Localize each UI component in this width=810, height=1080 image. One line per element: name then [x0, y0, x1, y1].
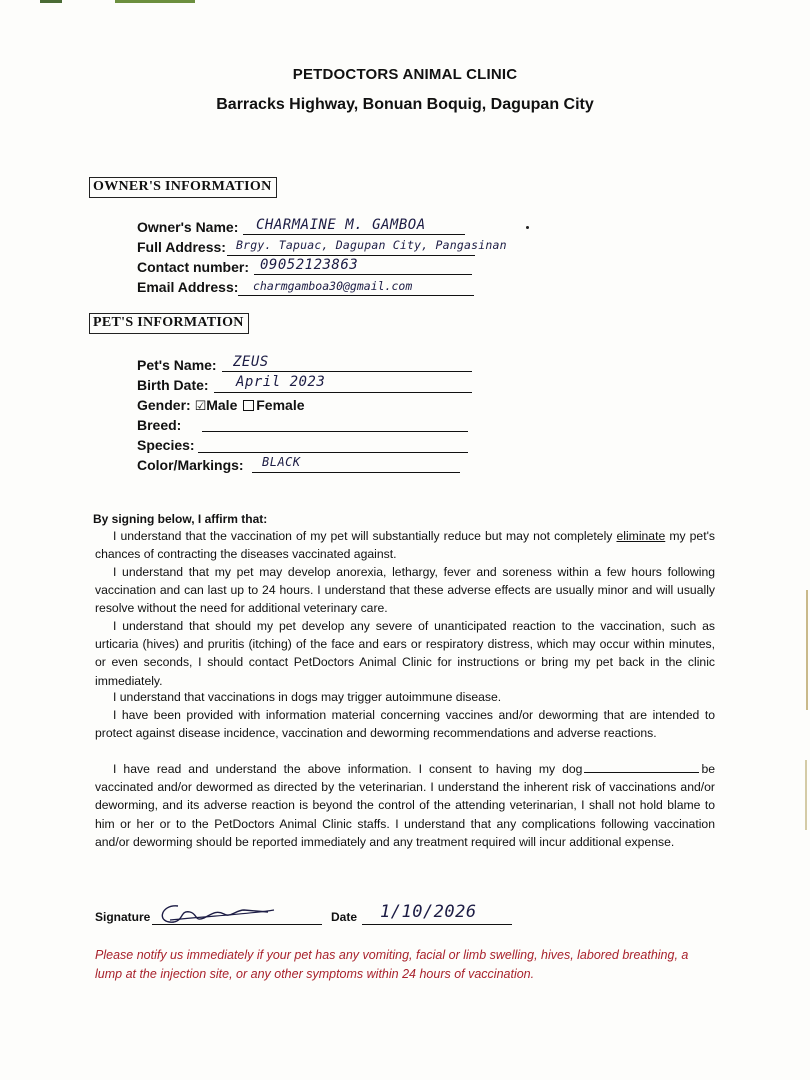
owner-name-line	[243, 234, 465, 235]
pet-name-value[interactable]: ZEUS	[233, 354, 269, 370]
gender-male-label: Male	[206, 397, 238, 413]
pet-name-label: Pet's Name:	[137, 357, 217, 373]
affirmation-paragraph-5: I have been provided with information material concerning vaccines and/or deworming that are intended to protect against disease incidence, vaccination and deworming recommendations and adverse reactions.	[95, 708, 715, 741]
post-vaccination-notice: Please notify us immediately if your pet has any vomiting, facial or limb swelling, hives, labored breathing, a lump at the injection site, or any other symptoms within 24 hours of vaccination.	[95, 948, 689, 981]
affirmation-title: By signing below, I affirm that:	[93, 512, 268, 526]
email-label: Email Address:	[137, 279, 239, 295]
male-checkbox-checked-icon[interactable]: ☑	[194, 398, 207, 413]
contact-value[interactable]: 09052123863	[260, 257, 359, 273]
date-value[interactable]: 1/10/2026	[380, 902, 477, 922]
birth-date-line	[214, 392, 472, 393]
owner-name-value[interactable]: CHARMAINE M. GAMBOA	[256, 217, 426, 233]
contact-line	[254, 274, 472, 275]
address-line	[227, 255, 475, 256]
species-line[interactable]	[198, 452, 468, 453]
affirmation-paragraph-2: I understand that my pet may develop anorexia, lethargy, fever and soreness within a few hours following vaccination and can last up to 24 hours. I understand that these adverse effects are usually minor and will usually resolve without the need for additional veterinary care.	[95, 565, 715, 616]
email-line	[238, 295, 474, 296]
color-markings-value[interactable]: BLACK	[262, 455, 301, 469]
breed-line[interactable]	[202, 431, 468, 432]
female-checkbox[interactable]	[243, 400, 254, 411]
right-edge-mark	[806, 590, 808, 710]
email-value[interactable]: charmgamboa30@gmail.com	[253, 279, 413, 293]
birth-date-label: Birth Date:	[137, 377, 209, 393]
signature-label: Signature	[95, 910, 151, 924]
breed-label: Breed:	[137, 417, 182, 433]
affirmation-paragraph-6: I have read and understand the above information. I consent to having my dog be vaccinated and/or dewormed as directed by the veterinarian. I understand the inherent risk of vaccinations and/or deworming, and its adverse reaction is beyond the control of the attending veterinarian, I shall not hold blame to him or her or to the PetDoctors Animal Clinic staffs. I understand that any complications following vaccination and/or deworming should be reported immediately and any treatment required will incur additional expense.	[95, 762, 715, 849]
gender-label: Gender:	[137, 397, 191, 413]
top-edge-strip	[0, 0, 810, 4]
gender-female-label: Female	[256, 397, 305, 413]
species-label: Species:	[137, 437, 195, 453]
pet-section-title: PET'S INFORMATION	[89, 313, 249, 334]
date-line	[362, 924, 512, 925]
color-markings-label: Color/Markings:	[137, 457, 244, 473]
right-edge-mark-lower	[805, 760, 807, 830]
pet-name-line	[222, 371, 472, 372]
address-label: Full Address:	[137, 239, 226, 255]
color-markings-line	[252, 472, 460, 473]
clinic-address: Barracks Highway, Bonuan Boquig, Dagupan City	[216, 96, 594, 113]
affirmation-paragraph-1: I understand that the vaccination of my pet will substantially reduce but may not completely eliminate my pet's chances of contracting the diseases vaccinated against.	[95, 529, 716, 562]
owner-name-label: Owner's Name:	[137, 219, 239, 235]
clinic-name: PETDOCTORS ANIMAL CLINIC	[292, 66, 518, 83]
dog-name-blank[interactable]	[584, 762, 699, 773]
birth-date-value[interactable]: April 2023	[236, 374, 326, 390]
date-label: Date	[331, 910, 358, 924]
gender-row	[137, 397, 305, 414]
contact-label: Contact number:	[137, 259, 249, 275]
affirmation-paragraph-4: I understand that vaccinations in dogs may trigger autoimmune disease.	[113, 690, 502, 704]
address-value[interactable]: Brgy. Tapuac, Dagupan City, Pangasinan	[236, 238, 507, 252]
owner-section-title: OWNER'S INFORMATION	[89, 177, 277, 198]
signature-scribble	[150, 898, 280, 928]
affirmation-paragraph-3: I understand that should my pet develop any severe of unanticipated reaction to the vaccination, such as urticaria (hives) and pruritis (itching) of the face and ears or respiratory distress, which may occur within minutes, or even seconds, I should contact PetDoctors Animal Clinic for instructions or bring my pet back in the clinic immediately.	[95, 619, 715, 688]
ink-dot	[526, 226, 529, 229]
